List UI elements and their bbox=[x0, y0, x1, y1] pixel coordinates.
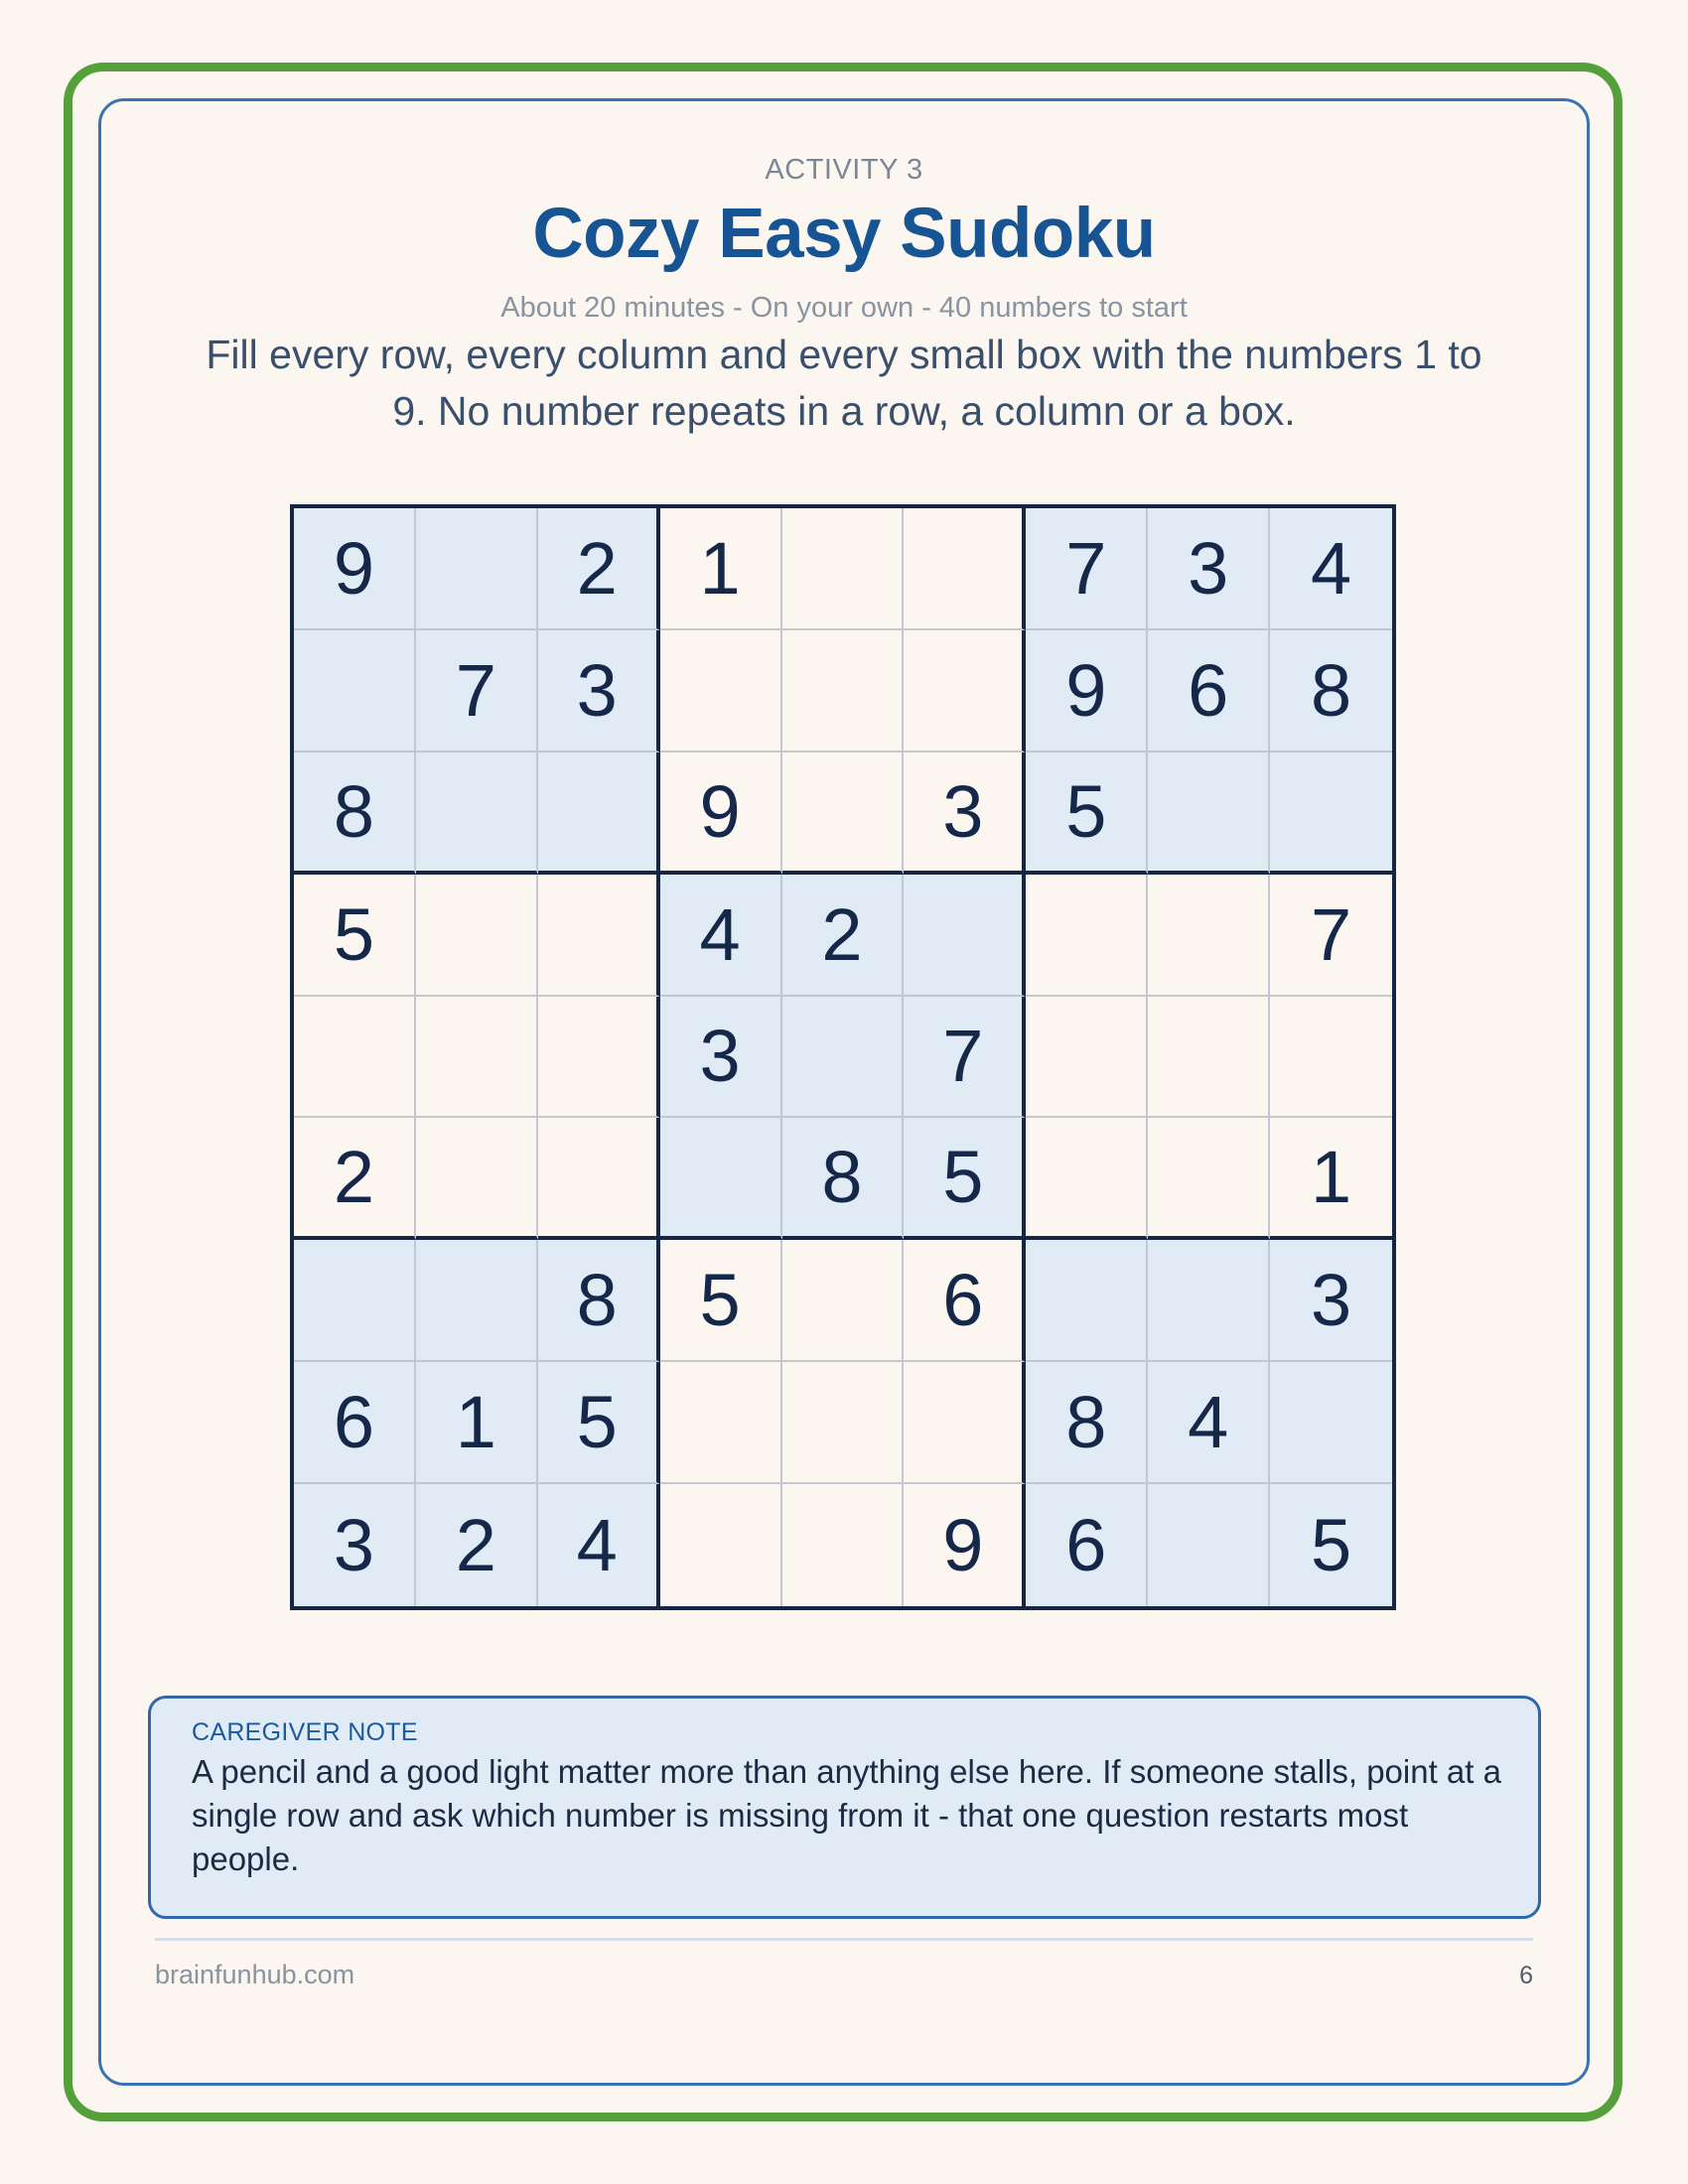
given-cell: 1 bbox=[660, 508, 782, 630]
note-text: A pencil and a good light matter more than anything else here. If someone stalls, point at a single row and ask which number is missing from it - that one question restarts most people. bbox=[192, 1753, 1501, 1877]
given-cell: 5 bbox=[1270, 1484, 1392, 1606]
given-cell: 3 bbox=[294, 1484, 416, 1606]
empty-cell[interactable] bbox=[538, 1118, 660, 1240]
given-cell: 3 bbox=[538, 630, 660, 752]
empty-cell[interactable] bbox=[1148, 752, 1270, 875]
empty-cell[interactable] bbox=[782, 508, 905, 630]
empty-cell[interactable] bbox=[416, 1118, 538, 1240]
given-cell: 7 bbox=[1270, 875, 1392, 997]
given-cell: 4 bbox=[1270, 508, 1392, 630]
empty-cell[interactable] bbox=[1148, 1484, 1270, 1606]
given-cell: 2 bbox=[538, 508, 660, 630]
empty-cell[interactable] bbox=[782, 1484, 905, 1606]
given-cell: 5 bbox=[294, 875, 416, 997]
given-cell: 7 bbox=[416, 630, 538, 752]
empty-cell[interactable] bbox=[904, 630, 1026, 752]
empty-cell[interactable] bbox=[1148, 1240, 1270, 1362]
footer-site: brainfunhub.com bbox=[155, 1960, 355, 1989]
page-number: 6 bbox=[1519, 1962, 1533, 1989]
empty-cell[interactable] bbox=[782, 1362, 905, 1484]
empty-cell[interactable] bbox=[904, 1362, 1026, 1484]
empty-cell[interactable] bbox=[538, 875, 660, 997]
empty-cell[interactable] bbox=[416, 875, 538, 997]
given-cell: 2 bbox=[782, 875, 905, 997]
given-cell: 5 bbox=[1026, 752, 1148, 875]
empty-cell[interactable] bbox=[782, 1240, 905, 1362]
given-cell: 8 bbox=[782, 1118, 905, 1240]
empty-cell[interactable] bbox=[782, 752, 905, 875]
given-cell: 6 bbox=[1026, 1484, 1148, 1606]
note-label: CAREGIVER NOTE bbox=[192, 1718, 418, 1746]
empty-cell[interactable] bbox=[294, 1240, 416, 1362]
empty-cell[interactable] bbox=[782, 997, 905, 1119]
given-cell: 8 bbox=[294, 752, 416, 875]
empty-cell[interactable] bbox=[660, 1362, 782, 1484]
given-cell: 7 bbox=[1026, 508, 1148, 630]
empty-cell[interactable] bbox=[1026, 875, 1148, 997]
empty-cell[interactable] bbox=[538, 997, 660, 1119]
empty-cell[interactable] bbox=[904, 875, 1026, 997]
given-cell: 8 bbox=[1026, 1362, 1148, 1484]
given-cell: 4 bbox=[538, 1484, 660, 1606]
given-cell: 3 bbox=[1148, 508, 1270, 630]
empty-cell[interactable] bbox=[1148, 997, 1270, 1119]
empty-cell[interactable] bbox=[1270, 752, 1392, 875]
page-title: Cozy Easy Sudoku bbox=[532, 195, 1156, 273]
given-cell: 9 bbox=[294, 508, 416, 630]
empty-cell[interactable] bbox=[416, 997, 538, 1119]
sudoku-grid bbox=[290, 504, 1396, 1610]
activity-label: ACTIVITY 3 bbox=[765, 154, 923, 186]
instructions: Fill every row, every column and every small box with the numbers 1 to 9. No number repeats in a row, a column or a box. bbox=[206, 332, 1482, 434]
empty-cell[interactable] bbox=[538, 752, 660, 875]
activity-meta: About 20 minutes - On your own - 40 numbers to start bbox=[500, 292, 1188, 324]
empty-cell[interactable] bbox=[1026, 1240, 1148, 1362]
empty-cell[interactable] bbox=[294, 630, 416, 752]
given-cell: 4 bbox=[1148, 1362, 1270, 1484]
given-cell: 8 bbox=[538, 1240, 660, 1362]
given-cell: 1 bbox=[416, 1362, 538, 1484]
given-cell: 5 bbox=[660, 1240, 782, 1362]
empty-cell[interactable] bbox=[416, 752, 538, 875]
empty-cell[interactable] bbox=[1026, 997, 1148, 1119]
empty-cell[interactable] bbox=[1270, 997, 1392, 1119]
given-cell: 3 bbox=[660, 997, 782, 1119]
given-cell: 9 bbox=[1026, 630, 1148, 752]
given-cell: 9 bbox=[904, 1484, 1026, 1606]
given-cell: 1 bbox=[1270, 1118, 1392, 1240]
footer-divider bbox=[155, 1938, 1533, 1941]
empty-cell[interactable] bbox=[904, 508, 1026, 630]
empty-cell[interactable] bbox=[1148, 1118, 1270, 1240]
caregiver-note bbox=[148, 1696, 1541, 1919]
given-cell: 4 bbox=[660, 875, 782, 997]
given-cell: 3 bbox=[904, 752, 1026, 875]
given-cell: 2 bbox=[416, 1484, 538, 1606]
given-cell: 8 bbox=[1270, 630, 1392, 752]
empty-cell[interactable] bbox=[660, 1118, 782, 1240]
empty-cell[interactable] bbox=[416, 1240, 538, 1362]
given-cell: 2 bbox=[294, 1118, 416, 1240]
empty-cell[interactable] bbox=[660, 1484, 782, 1606]
empty-cell[interactable] bbox=[1026, 1118, 1148, 1240]
empty-cell[interactable] bbox=[1148, 875, 1270, 997]
given-cell: 5 bbox=[538, 1362, 660, 1484]
empty-cell[interactable] bbox=[416, 508, 538, 630]
given-cell: 6 bbox=[294, 1362, 416, 1484]
given-cell: 7 bbox=[904, 997, 1026, 1119]
given-cell: 5 bbox=[904, 1118, 1026, 1240]
given-cell: 6 bbox=[904, 1240, 1026, 1362]
given-cell: 6 bbox=[1148, 630, 1270, 752]
empty-cell[interactable] bbox=[660, 630, 782, 752]
empty-cell[interactable] bbox=[782, 630, 905, 752]
empty-cell[interactable] bbox=[1270, 1362, 1392, 1484]
given-cell: 3 bbox=[1270, 1240, 1392, 1362]
empty-cell[interactable] bbox=[294, 997, 416, 1119]
given-cell: 9 bbox=[660, 752, 782, 875]
